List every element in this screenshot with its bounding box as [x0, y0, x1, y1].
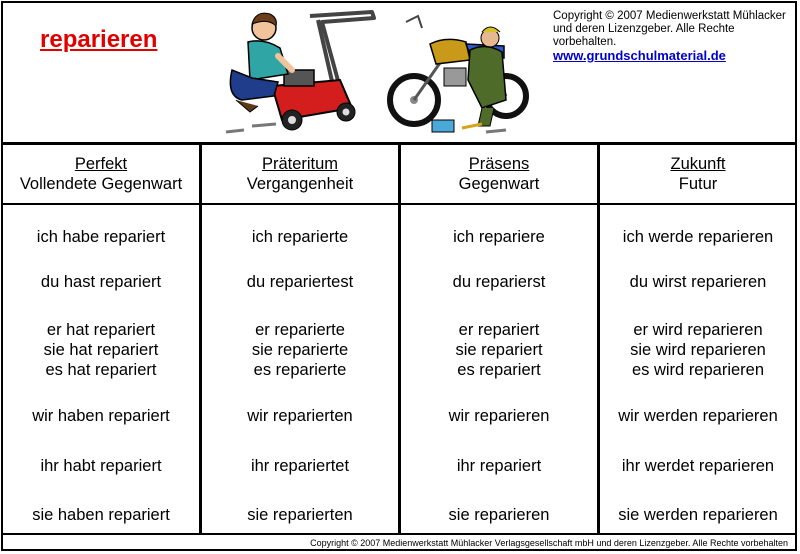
tense-name: Zukunft [670, 155, 726, 173]
conjugation-form: du hast repariert [40, 273, 162, 291]
tense-description: Futur [678, 175, 718, 193]
conjugation-form: sie haben repariert [32, 506, 170, 524]
tense-name: Präsens [468, 155, 530, 173]
conjugation-form: wir reparieren [448, 407, 550, 425]
conjugation-form: du reparierst [452, 273, 546, 291]
conjugation-form: sie werden reparieren [618, 506, 778, 524]
conjugation-form: sie reparieren [448, 506, 550, 524]
conjugation-column-zukunft [600, 205, 796, 533]
conjugation-form: ihr repariertet [250, 457, 350, 475]
conjugation-form: ihr werdet reparieren [621, 457, 775, 475]
column-header-perfekt [3, 154, 199, 194]
conjugation-form: ihr repariert [456, 457, 542, 475]
conjugation-form: es hat repariert [45, 361, 157, 379]
column-header-praeteritum [202, 154, 398, 194]
conjugation-form: sie repariert [455, 341, 543, 359]
conjugation-form: sie reparierten [247, 506, 353, 524]
conjugation-form: du wirst reparieren [629, 273, 767, 291]
conjugation-form: ich werde reparieren [622, 228, 774, 246]
conjugation-form: ich repariere [453, 228, 545, 246]
page-title: reparieren [40, 26, 158, 53]
column-header-praesens [401, 154, 597, 194]
conjugation-form: es repariert [457, 361, 541, 379]
conjugation-form: er wird reparieren [633, 321, 763, 339]
column-header-zukunft [600, 154, 796, 194]
copyright-notice [553, 10, 800, 62]
footer-copyright: Copyright © 2007 Medienwerkstatt Mühlacker Verlagsgesellschaft mbH und deren Lizenzgeber. Alle Rechte vorbehalten [310, 538, 788, 548]
boy-lawnmower-illustration [222, 8, 382, 138]
tense-name: Präteritum [261, 155, 339, 173]
motorcycle-mechanic-illustration [386, 8, 536, 138]
conjugation-form: wir werden reparieren [618, 407, 778, 425]
conjugation-form: wir reparierten [247, 407, 353, 425]
conjugation-form: es wird reparieren [631, 361, 765, 379]
conjugation-form: sie hat repariert [43, 341, 159, 359]
conjugation-column-praesens [401, 205, 597, 533]
conjugation-form: sie wird reparieren [630, 341, 766, 359]
conjugation-form: sie reparierte [251, 341, 349, 359]
website-link[interactable]: www.grundschulmaterial.de [553, 48, 726, 63]
tense-description: Vollendete Gegenwart [19, 175, 183, 193]
conjugation-form: ihr habt repariert [40, 457, 162, 475]
conjugation-form: ich reparierte [251, 228, 349, 246]
tense-name: Perfekt [74, 155, 128, 173]
conjugation-form: er reparierte [255, 321, 345, 339]
tense-description: Gegenwart [458, 175, 540, 193]
copyright-line-2: und deren Lizenzgeber. Alle Rechte vorbehalten. [553, 23, 735, 48]
copyright-line-1: Copyright © 2007 Medienwerkstatt Mühlacker [553, 10, 786, 22]
conjugation-form: er hat repariert [46, 321, 156, 339]
conjugation-column-perfekt [3, 205, 199, 533]
conjugation-column-praeteritum [202, 205, 398, 533]
conjugation-form: es reparierte [253, 361, 347, 379]
conjugation-form: wir haben repariert [32, 407, 170, 425]
conjugation-form: er repariert [458, 321, 540, 339]
tense-description: Vergangenheit [246, 175, 354, 193]
conjugation-form: du repariertest [246, 273, 354, 291]
conjugation-form: ich habe repariert [36, 228, 166, 246]
